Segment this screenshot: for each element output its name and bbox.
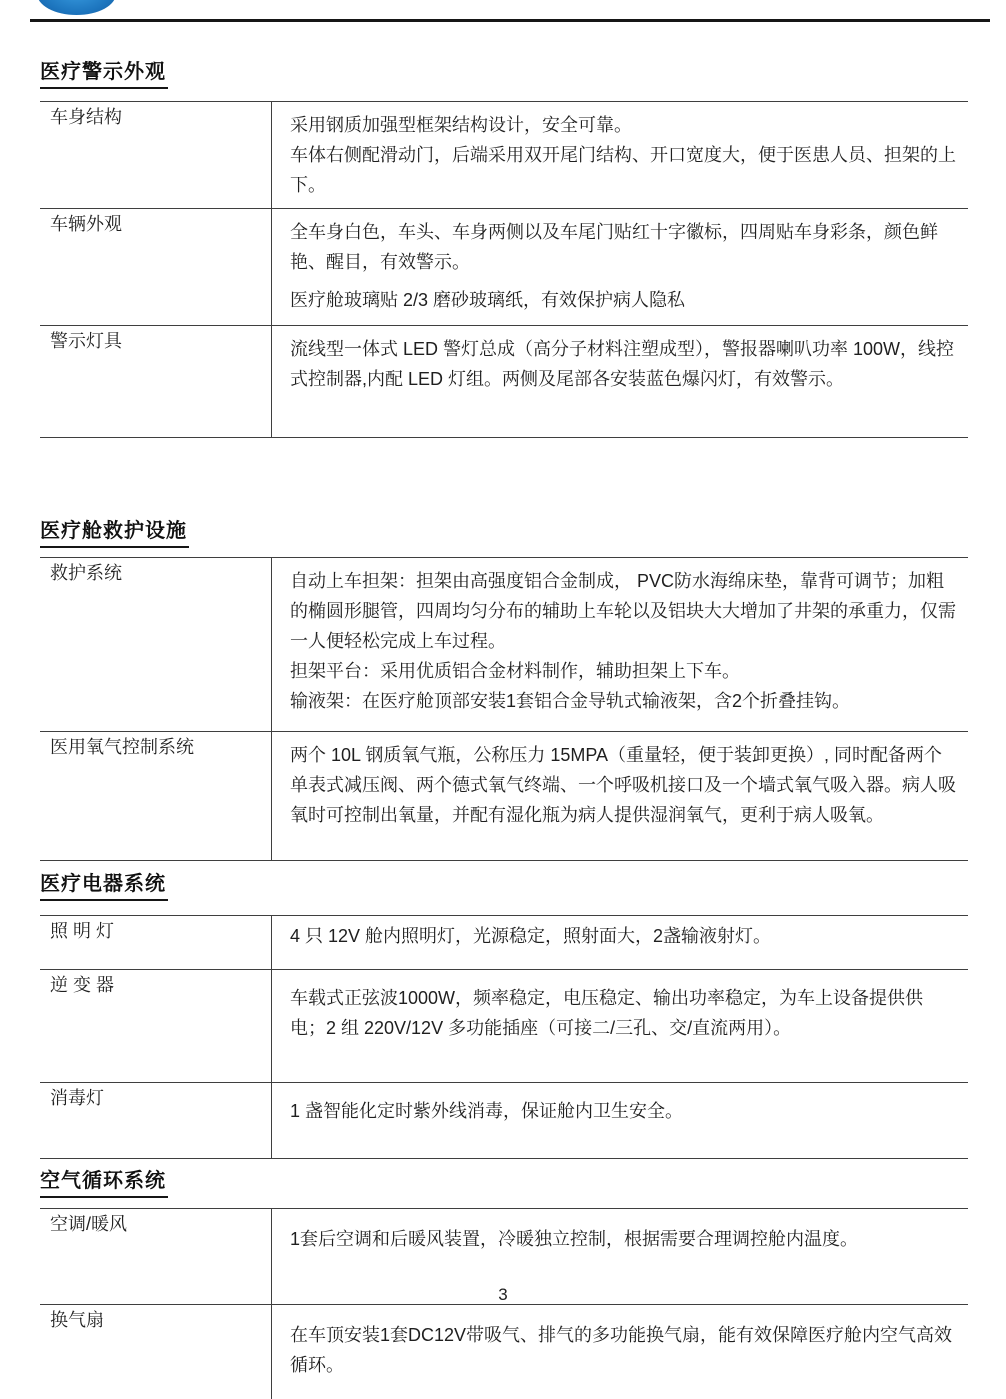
spec-table-warning-appearance [40, 101, 968, 438]
section-title: 医疗电器系统 [40, 871, 168, 901]
spec-paragraph: 4 只 12V 舱内照明灯，光源稳定，照射面大，2盏输液射灯。 [290, 926, 772, 946]
spec-content [272, 1083, 969, 1159]
spec-table-electrical-system [40, 915, 968, 1159]
table-row [40, 1305, 968, 1399]
spec-content [272, 732, 969, 861]
section-title: 空气循环系统 [40, 1168, 168, 1198]
table-row [40, 970, 968, 1083]
spec-content [272, 916, 969, 970]
table-row [40, 209, 968, 326]
spec-label: 照 明 灯 [40, 916, 272, 970]
spec-content [272, 102, 969, 209]
spec-label: 警示灯具 [40, 326, 272, 438]
section-medical-warning-appearance [40, 59, 968, 89]
spec-content [272, 1305, 969, 1399]
section-title: 医疗警示外观 [40, 59, 168, 89]
spec-label: 逆 变 器 [40, 970, 272, 1083]
spec-label: 车辆外观 [40, 209, 272, 326]
spec-content [272, 209, 969, 326]
spec-label: 医用氧气控制系统 [40, 732, 272, 861]
spec-paragraph: 采用钢质加强型框架结构设计，安全可靠。 [290, 115, 632, 135]
table-row [40, 326, 968, 438]
spec-table-rescue-facilities [40, 557, 968, 861]
spec-paragraph: 1 盏智能化定时紫外线消毒，保证舱内卫生安全。 [290, 1101, 684, 1121]
spec-content [272, 326, 969, 438]
spec-label: 救护系统 [40, 558, 272, 732]
page-number: 3 [498, 1285, 508, 1304]
section-air-circulation-system [40, 1168, 968, 1198]
spec-paragraph: 输液架：在医疗舱顶部安装1套铝合金导轨式输液架，含2个折叠挂钩。 [290, 691, 851, 711]
spec-paragraph: 担架平台：采用优质铝合金材料制作，辅助担架上下车。 [290, 661, 740, 681]
spec-label: 空调/暖风 [40, 1209, 272, 1305]
spec-paragraph: 自动上车担架：担架由高强度铝合金制成， PVC防水海绵床垫，靠背可调节；加粗的椭圆形腿管，四周均匀分布的辅助上车轮以及铝块大大增加了井架的承重力，仅需一人便轻松完成上车过程。 [290, 571, 956, 651]
spec-paragraph: 车载式正弦波1000W，频率稳定，电压稳定、输出功率稳定，为车上设备提供供电；2 组 220V/12V 多功能插座（可接二/三孔、交/直流两用）。 [290, 988, 924, 1038]
spec-label: 换气扇 [40, 1305, 272, 1399]
section-title: 医疗舱救护设施 [40, 518, 189, 548]
section-medical-cabin-rescue [40, 518, 968, 548]
spec-label: 消毒灯 [40, 1083, 272, 1159]
section-medical-electrical-system [40, 871, 968, 901]
page-content [40, 0, 968, 1399]
spec-paragraph: 两个 10L 钢质氧气瓶，公称压力 15MPA（重量轻，便于装卸更换）, 同时配备两个单表式减压阀、两个德式氧气终端、一个呼吸机接口及一个墙式氧气吸入器。病人吸氧时可控制出氧量，并配有湿化瓶为病人提供湿润氧气，更利于病人吸氧。 [290, 745, 956, 825]
table-row [40, 558, 968, 732]
spec-paragraph: 流线型一体式 LED 警灯总成（高分子材料注塑成型），警报器喇叭功率 100W，线控式控制器,内配 LED 灯组。两侧及尾部各安装蓝色爆闪灯，有效警示。 [290, 339, 955, 389]
table-row [40, 1083, 968, 1159]
table-row [40, 102, 968, 209]
spec-content [272, 558, 969, 732]
spec-label: 车身结构 [40, 102, 272, 209]
spec-paragraph: 医疗舱玻璃贴 2/3 磨砂玻璃纸，有效保护病人隐私 [290, 290, 686, 310]
spec-paragraph: 全车身白色，车头、车身两侧以及车尾门贴红十字徽标，四周贴车身彩条，颜色鲜艳、醒目，有效警示。 [290, 222, 938, 272]
spec-paragraph: 车体右侧配滑动门，后端采用双开尾门结构、开口宽度大，便于医患人员、担架的上下。 [290, 145, 956, 195]
spec-content [272, 970, 969, 1083]
table-row [40, 732, 968, 861]
spec-paragraph: 在车顶安装1套DC12V带吸气、排气的多功能换气扇，能有效保障医疗舱内空气高效循环。 [290, 1325, 953, 1375]
spec-paragraph: 1套后空调和后暖风装置，冷暖独立控制，根据需要合理调控舱内温度。 [290, 1229, 859, 1249]
table-row [40, 916, 968, 970]
